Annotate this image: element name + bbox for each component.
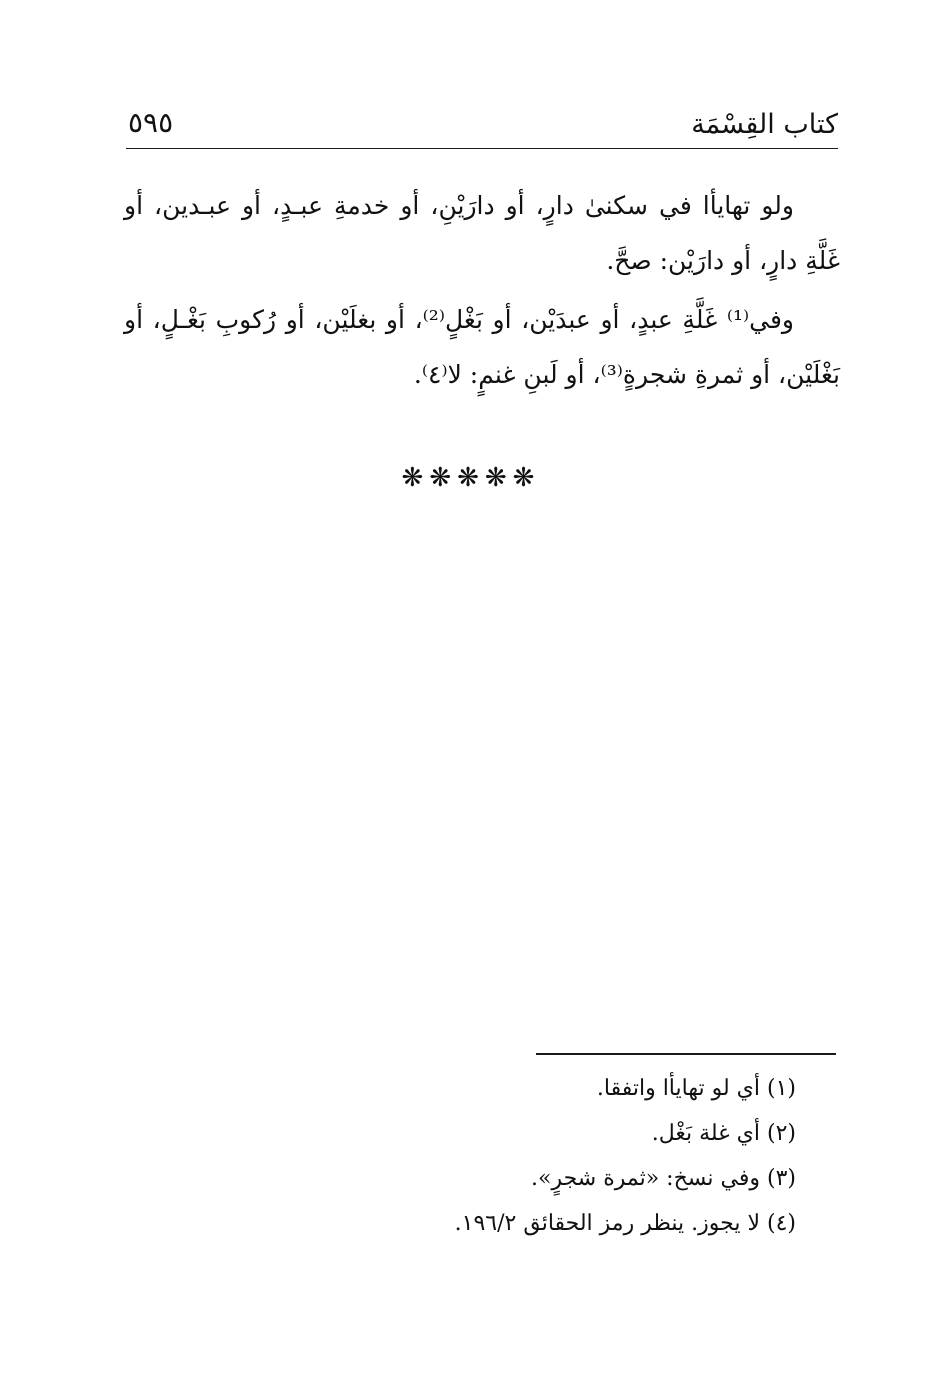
footnote: (٢) أي غلة بَغْل. bbox=[651, 1121, 796, 1146]
book-title: كتاب القِسْمَة bbox=[691, 109, 838, 140]
footnote: (٣) وفي نسخ: «ثمرة شجرٍ». bbox=[530, 1166, 796, 1191]
footnotes bbox=[300, 1066, 796, 1246]
section-separator: ❋❋❋❋❋ bbox=[401, 463, 541, 493]
footnote: (١) أي لو تهايأا واتفقا. bbox=[596, 1076, 796, 1101]
footnote: (٤) لا يجوز. ينظر رمز الحقائق ١٩٦/٢. bbox=[454, 1211, 796, 1236]
running-header bbox=[126, 104, 838, 149]
page-number: ٥٩٥ bbox=[128, 106, 174, 139]
main-text bbox=[124, 178, 840, 406]
paragraph: ولو تهايأا في سكنىٰ دارٍ، أو دارَيْنِ، أو خدمةِ عبـدٍ، أو عبـدين، أو غَلَّةِ دارٍ، أو دارَيْن: صحَّ. bbox=[124, 191, 840, 275]
paragraph: وفي⁽¹⁾ غَلَّةِ عبدٍ، أو عبدَيْن، أو بَغْلٍ⁽²⁾، أو بغلَيْن، أو رُكوبِ بَغْـلٍ، أو بَغْلَيْن، أو ثمرةِ شجرةٍ⁽³⁾، أو لَبنِ غنمٍ: لا⁽٤⁾. bbox=[124, 305, 840, 389]
footnote-divider bbox=[536, 1053, 836, 1055]
